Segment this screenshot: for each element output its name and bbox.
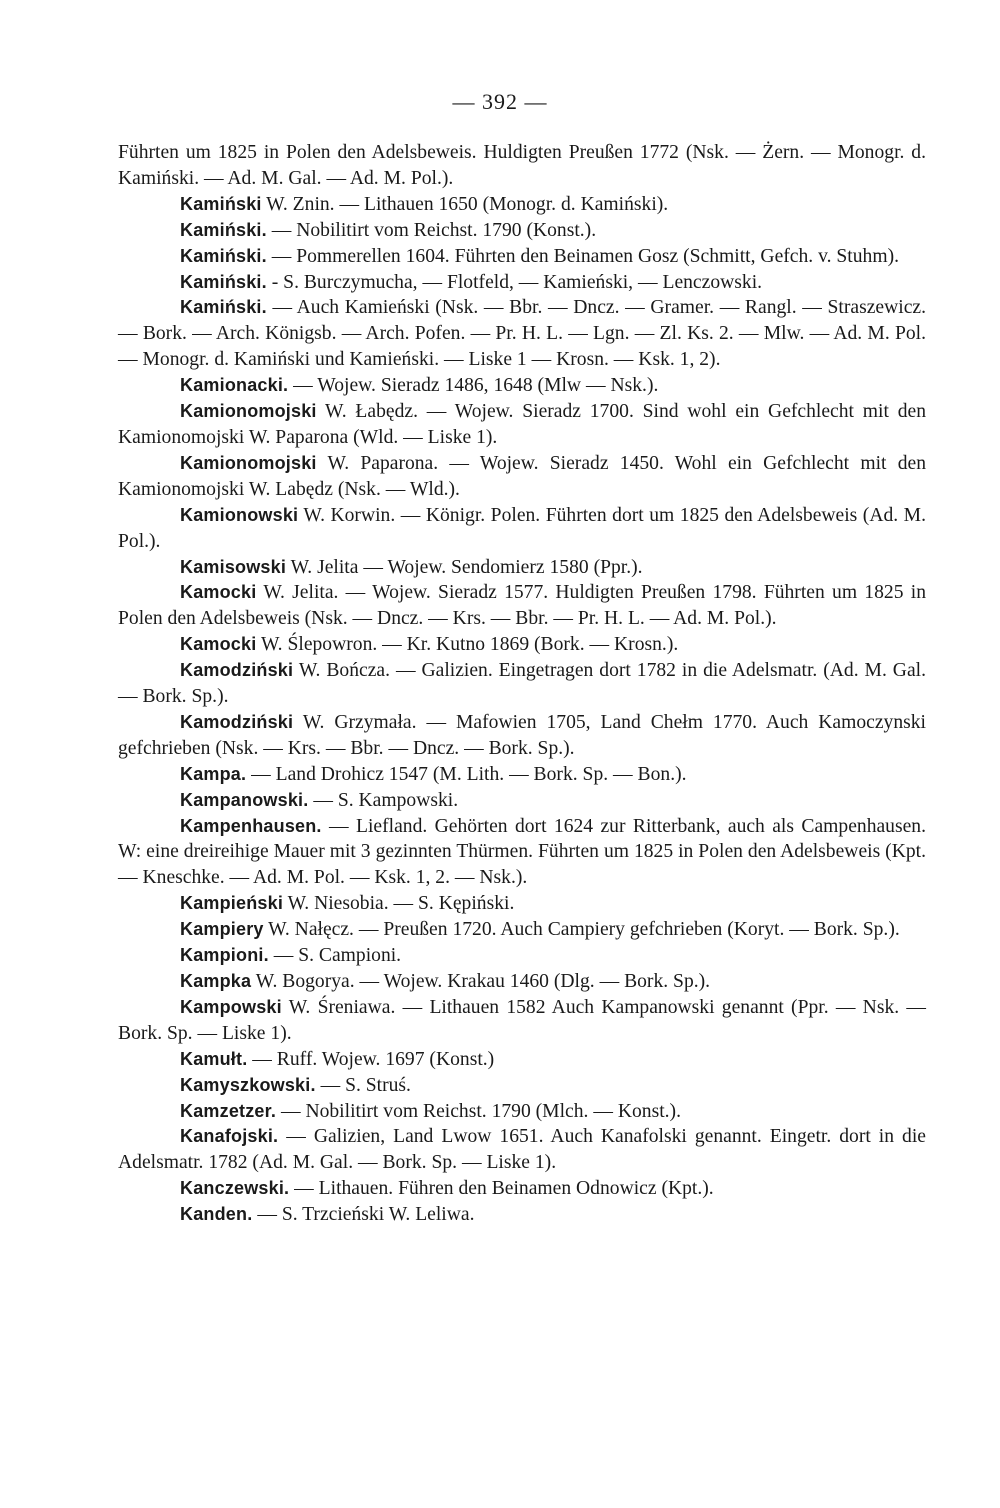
- entry-text: W. Śreniawa. — Lithauen 1582 Auch Kampanowski genannt (Ppr. — Nsk. — Bork. Sp. — Liske 1).: [118, 996, 926, 1044]
- entry-text: W. Korwin. — Königr. Polen. Führten dort um 1825 den Adelsbeweis (Ad. M. Pol.).: [118, 504, 926, 552]
- entry-name: Kampiery: [180, 919, 264, 940]
- entry-text: — Land Drohicz 1547 (M. Lith. — Bork. Sp. — Bon.).: [246, 763, 687, 785]
- entry: [118, 399, 926, 451]
- entry-name: Kamionomojski: [180, 401, 317, 422]
- entry-text: — S. Kampowski.: [308, 789, 459, 811]
- entry-name: Kampa.: [180, 763, 247, 784]
- entry-name: Kamisowski: [180, 556, 287, 577]
- entry: [118, 943, 926, 969]
- entry: [118, 555, 926, 581]
- entry-name: Kamionomojski: [180, 452, 317, 473]
- entry-text: — S. Campioni.: [268, 945, 402, 967]
- entry-text: — S. Trzcieński W. Leliwa.: [252, 1204, 475, 1226]
- entry: [118, 503, 926, 555]
- entry-name: Kamionacki.: [180, 375, 289, 396]
- entry-text: W. Jelita — Wojew. Sendomierz 1580 (Ppr.).: [286, 556, 643, 578]
- entry-text: W. Paparona. — Wojew. Sieradz 1450. Wohl ein Gefchlecht mit den Kamionomojski W. Labędz (Nsk. — Wld.).: [118, 452, 926, 500]
- entry-text: — Auch Kamieński (Nsk. — Bbr. — Dncz. — Gramer. — Rangl. — Straszewicz. — Bork. — Arch. Königsb. — Arch. Pofen. — Pr. H. L. — Lgn. — Zl. Ks. 2. — Mlw. — Ad. M. Pol. — Monogr. d. Kamiński und Kamieński. — Liske 1 — Krosn. — Ksk. 1, 2).: [118, 297, 926, 371]
- entry: [118, 814, 926, 892]
- entry-text: — Wojew. Sieradz 1486, 1648 (Mlw — Nsk.).: [288, 375, 659, 397]
- page-number: — 392 —: [452, 89, 548, 114]
- entry: [118, 1124, 926, 1176]
- entry-name: Kamiński.: [180, 271, 267, 292]
- entry-name: Kampenhausen.: [180, 815, 322, 836]
- entry-text: W. Bogorya. — Wojew. Krakau 1460 (Dlg. — Bork. Sp.).: [251, 971, 711, 992]
- entry-text: Führten um 1825 in Polen den Adelsbeweis. Huldigten Preußen 1772 (Nsk. — Żern. — Monogr. d. Kamiński. — Ad. M. Gal. — Ad. M. Pol.).: [118, 142, 926, 189]
- entry-name: Kampka: [180, 971, 252, 991]
- entry: [118, 917, 926, 943]
- entry-name: Kamiński: [180, 193, 262, 214]
- entry-text: W. Niesobia. — S. Kępiński.: [283, 893, 515, 915]
- entry: [118, 995, 926, 1047]
- entry-text: W. Nałęcz. — Preußen 1720. Auch Campiery gefchrieben (Koryt. — Bork. Sp.).: [263, 919, 900, 941]
- entry: [118, 295, 926, 373]
- entry-text: W. Jelita. — Wojew. Sieradz 1577. Huldigten Preußen 1798. Führten um 1825 in Polen den Adelsbeweis (Nsk. — Dncz. — Krs. — Bbr. — Pr. H. L. — Ad. M. Pol.).: [118, 582, 926, 630]
- entry: [118, 218, 926, 244]
- entry-name: Kamocki: [180, 634, 257, 655]
- entry-name: Kanczewski.: [180, 1178, 290, 1199]
- entry: [118, 140, 926, 192]
- entry-text: W. Bończa. — Galizien. Eingetragen dort 1782 in die Adelsmatr. (Ad. M. Gal. — Bork. Sp.).: [118, 660, 926, 708]
- entry-list: [118, 140, 926, 1228]
- entry-name: Kamyszkowski.: [180, 1074, 316, 1095]
- entry-name: Kanden.: [180, 1204, 253, 1225]
- entry-text: W. Znin. — Lithauen 1650 (Monogr. d. Kamiński).: [261, 193, 669, 215]
- entry-text: — S. Struś.: [315, 1074, 411, 1096]
- entry: [118, 1073, 926, 1099]
- entry-name: Kampioni.: [180, 945, 269, 966]
- entry: [118, 373, 926, 399]
- entry-name: Kamodziński: [180, 711, 294, 732]
- entry-name: Kamocki: [180, 582, 257, 603]
- entry: [118, 1202, 926, 1228]
- entry: [118, 1176, 926, 1202]
- entry: [118, 788, 926, 814]
- entry-name: Kamzetzer.: [180, 1100, 277, 1121]
- entry-text: — Galizien, Land Lwow 1651. Auch Kanafolski genannt. Eingetr. dort in die Adelsmatr. 1782 (Ad. M. Gal. — Bork. Sp. — Liske 1).: [118, 1126, 926, 1174]
- entry-name: Kamiński.: [180, 297, 267, 318]
- entry-name: Kanafojski.: [180, 1126, 279, 1147]
- entry-name: Kamułt.: [180, 1048, 248, 1069]
- entry-name: Kamiński.: [180, 245, 267, 266]
- entry-text: W. Ślepowron. — Kr. Kutno 1869 (Bork. — Krosn.).: [256, 634, 679, 656]
- entry-text: — Pommerellen 1604. Führten den Beinamen Gosz (Schmitt, Gefch. v. Stuhm).: [266, 245, 900, 267]
- entry: [118, 580, 926, 632]
- entry: [118, 710, 926, 762]
- entry-name: Kampieński: [180, 893, 284, 914]
- entry: [118, 270, 926, 296]
- entry-name: Kampowski: [180, 996, 282, 1017]
- entry-text: — Ruff. Wojew. 1697 (Konst.): [247, 1048, 495, 1070]
- entry: [118, 632, 926, 658]
- entry-text: - S. Burczymucha, — Flotfeld, — Kamieński, — Lenczowski.: [266, 271, 763, 293]
- entry-text: — Nobilitirt vom Reichst. 1790 (Konst.).: [266, 219, 597, 241]
- entry-name: Kamionowski: [180, 504, 299, 525]
- entry-name: Kampanowski.: [180, 789, 309, 810]
- entry: [118, 891, 926, 917]
- entry-text: W. Grzymała. — Mafowien 1705, Land Chełm 1770. Auch Kamoczynski gefchrieben (Nsk. — Krs. — Bbr. — Dncz. — Bork. Sp.).: [118, 711, 926, 759]
- entry: [118, 1047, 926, 1073]
- entry-text: — Nobilitirt vom Reichst. 1790 (Mlch. — Konst.).: [276, 1100, 681, 1122]
- entry: [118, 969, 926, 995]
- entry: [118, 244, 926, 270]
- entry: [118, 658, 926, 710]
- entry: [118, 762, 926, 788]
- entry-name: Kamiński.: [180, 219, 267, 240]
- entry: [118, 451, 926, 503]
- entry: [118, 192, 926, 218]
- entry-text: — Lithauen. Führen den Beinamen Odnowicz (Kpt.).: [289, 1178, 714, 1200]
- entry: [118, 1099, 926, 1125]
- entry-text: — Liefland. Gehörten dort 1624 zur Ritterbank, auch als Campenhausen. W: eine dreireihige Mauer mit 3 gezinnten Thürmen. Führten um 1825 in Polen den Adelsbeweis (Kpt. — Kneschke. — Ad. M. Pol. — Ksk. 1, 2. — Nsk.).: [118, 815, 926, 889]
- entry-name: Kamodziński: [180, 660, 294, 681]
- entry-text: W. Łabędz. — Wojew. Sieradz 1700. Sind wohl ein Gefchlecht mit den Kamionomojski W. Paparona (Wld. — Liske 1).: [118, 401, 926, 448]
